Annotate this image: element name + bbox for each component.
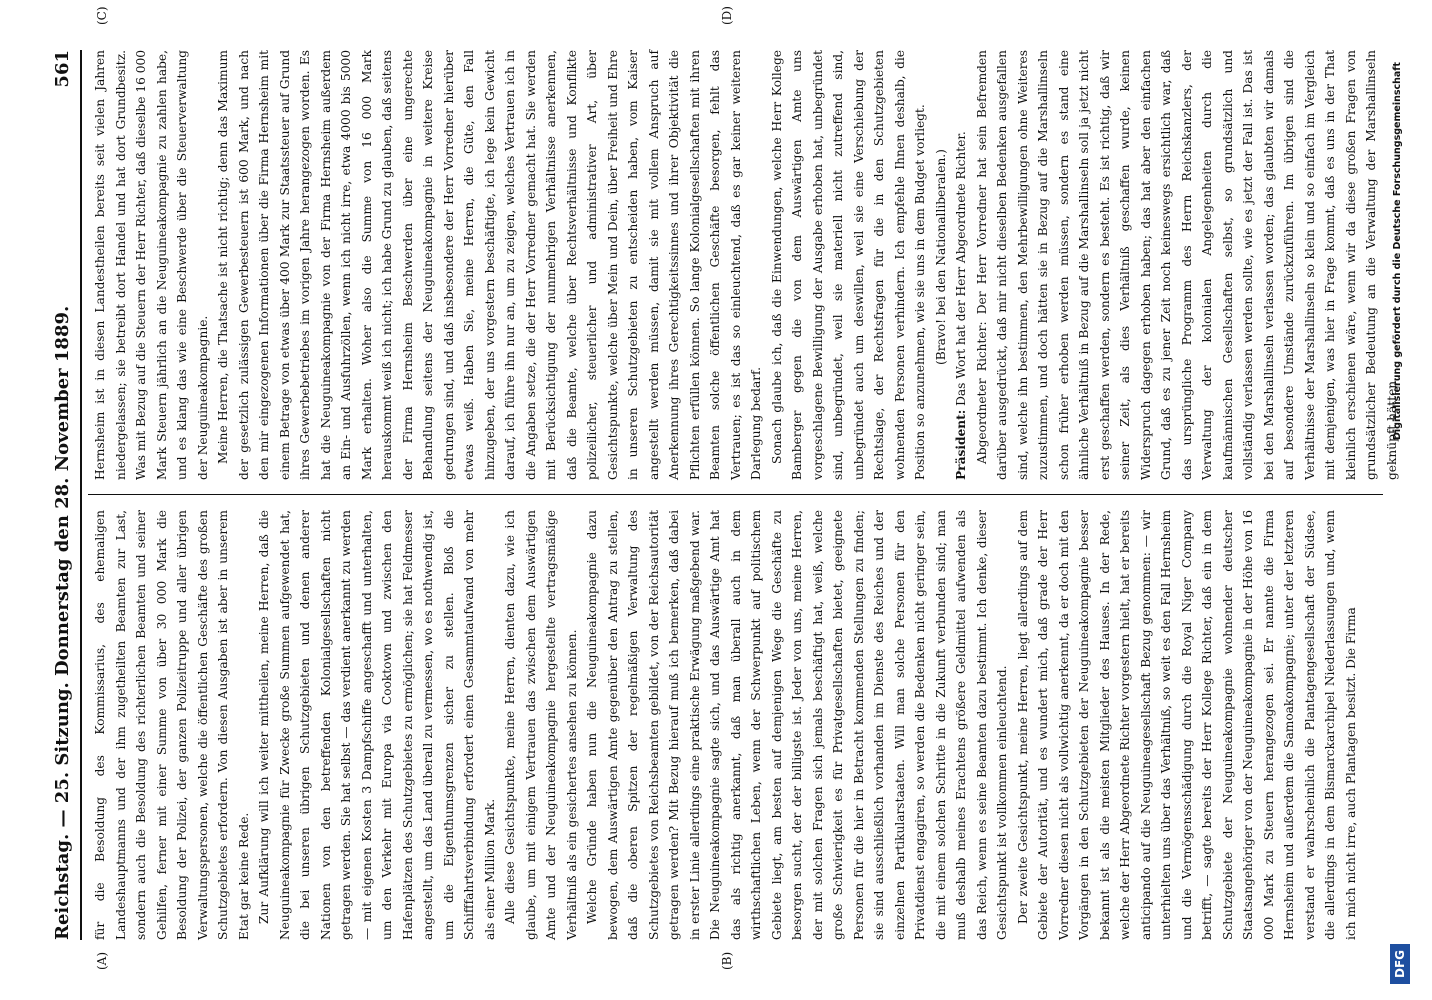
margin-mark-a: (A) [95,951,109,970]
paragraph: Alle diese Gesichtspunkte, meine Herren, dienten dazu, wie ich glaube, um mit einigem Vertrauen das zwischen dem Auswärtigen Amte und der Neuguineakompagnie hergestellte vertragsmäßige Verhältniß als ein gesichertes ansehen zu können. [503,510,579,940]
paragraph: Abgeordneter Richter: Der Herr Vorredner hat sein Befremden darüber ausgedrückt, daß mir nicht dieselben Bedenken ausgefallen sind, welche ihn bestimmen, den Mehrbewilligungen ohne Weiteres zuzustimmen, und doch hätten sie in Bezug auf die Marshallinseln schon früher erhoben werden müssen, sondern es stand eine ähnliche Verhältniß in Bezug auf die Marshallinseln soll ja jetzt nicht erst geschaffen werden, sondern es besteht. Es ist richtig, daß wir seiner Zeit, als dies Verhältniß geschaffen wurde, keinen Widerspruch dagegen erhoben haben; das hat aber den einfachen Grund, daß es zu jener Zeit noch keineswegs ersichtlich war, daß das ursprüngliche Programm des Herrn Reichskanzlers, der Verwaltung der kolonialen Angelegenheiten durch die kaufmännischen Gesellschaften selbst, so grundsätzlich und vollständig verlassen werden sollte, wie es jetzt der Fall ist. Das ist bei den Marshallinseln verlassen worden; das glaubten wir damals auf besondere Umstände zurückzuführen. Im übrigen sind die Verhältnisse der Marshallinseln so klein und so einfach im Vergleich mit demjenigen, was hier in Frage kommt, daß es uns in der That kleinlich erschienen wäre, wenn wir da diese großen Fragen von grundsätzlicher Bedeutung an die Verwaltung der Marshallinseln geknüpft hätten. [974,50,1399,480]
paragraph: Hernsheim ist in diesen Landestheilen bereits seit vielen Jahren niedergelassen; sie betreibt dort Handel und hat dort Grundbesitz. Was mit Bezug auf die Steuern der Herr Richter, daß dieselbe 16 000 Mark Steuern jährlich an die Neuguineakompagnie zu zahlen habe, und es klang das wie eine Beschwerde über die Steuerverwaltung der Neuguineakompagnie. [93,50,210,480]
margin-mark-b: (B) [720,951,734,970]
president-text: Das Wort hat der Herr Abgeordnete Richter. [954,131,968,406]
column-divider [88,494,1383,495]
paragraph: Welche Gründe haben nun die Neuguineakompagnie dazu bewogen, dem Auswärtigen Amte gegenüber den Antrag zu stellen, daß die oberen Spitzen der regelmäßigen Verwaltung des Schutzgebietes von Reichsbeamten gebildet, von der Reichsautorität getragen werden? Mit Bezug hierauf muß ich bemerken, daß dabei in erster Linie allerdings eine praktische Erwägung maßgebend war. Die Neuguineakompagnie sagte sich, und das Auswärtige Amt hat das als richtig anerkannt, daß man überall auch in dem wirthschaftlichen Leben, wenn der Schwerpunkt auf politischem Gebiete liegt, am besten auf demjenigen Wege die Geschäfte zu besorgen sucht, der der billigste ist. Jeder von uns, meine Herren, der mit solchen Fragen sich jemals beschäftigt hat, weiß, welche große Schwierigkeit es für Privatgesellschaften bietet, geeignete Personen für die hier in Betracht kommenden Stellungen zu finden; sie sind ausschließlich vorhanden im Dienste des Reiches und der einzelnen Partikularstaaten. Will man solche Personen für den Privatdienst engagiren, so werden die Bedenken nicht geringer sein, die mit einem solchen Schritte in die Zukunft verbunden sind; man muß deshalb meines Erachtens größere Geldmittel aufwenden als das Reich, wenn es seine Beamten dazu bestimmt. Ich denke, dieser Gesichtspunkt ist vollkommen einleuchtend. [585,510,1009,940]
president-line [951,50,972,480]
paragraph: Sonach glaube ich, daß die Einwendungen, welche Herr Kollege Bamberger gegen die von dem Auswärtigen Amte uns vorgeschlagene Bewilligung der Ausgabe erhoben hat, unbegründet sind, unbegründet, weil sie materiell nicht zutreffend sind, unbegründet auch um deswillen, weil sie eine Verschiebung der Rechtslage, der Rechtsfragen für die in den Schutzgebieten wohnenden Personen verhindern. Ich empfehle Ihnen deshalb, die Position so anzunehmen, wie sie uns in dem Budget vorliegt. [769,50,927,480]
speaker-label: Präsident: [954,409,968,480]
paragraph: Zur Aufklärung will ich weiter mittheilen, meine Herren, daß die Neuguineakompagnie für Zwecke große Summen aufgewendet hat, die bei unseren übrigen Schutzgebieten und denen anderer Nationen von den betreffenden Kolonialgesellschaften nicht getragen werden. Sie hat selbst — das verdient anerkannt zu werden — mit eigenen Kosten 3 Dampfschiffe angeschafft und unterhalten, um den Verkehr mit Europa via Cooktown und zwischen den Hafenplätzen des Schutzgebietes zu ermöglichen; sie hat Feldmesser angestellt, um das Land überall zu vermessen, wo es nothwendig ist, um die Eigenthumsgrenzen sicher zu stellen. Bloß die Schifffahrtsverbindung erfordert einen Gesammtaufwand von mehr als einer Million Mark. [257,510,497,940]
digitization-credit: Digitalisierung gefördert durch die Deutsche Forschungsgemeinschaft [1392,62,1403,440]
margin-mark-c: (C) [95,6,109,25]
left-column [90,510,1380,940]
header-title: Reichstag. — 25. Sitzung. Donnerstag den 28. November 1889. [52,305,73,940]
paragraph: Meine Herren, die Thatsache ist nicht richtig; denn das Maximum der gesetzlich zulässigen Gewerbesteuern ist 600 Mark, und nach den mir eingezogenen Informationen über die Firma Hernsheim mit einem Betrage von etwas über 400 Mark zur Staatssteuer auf Grund ihres Gewerbebetriebes im vorigen Jahre herangezogen worden. Es hat die Neuguineakompagnie von der Firma Hernsheim außerdem an Ein- und Ausfuhrzöllen, wenn ich nicht irre, etwa 4000 bis 5000 Mark erhalten. Woher also die Summe von 16 000 Mark herauskommt weiß ich nicht; ich habe Grund zu glauben, daß seitens der Firma Hernsheim Beschwerden über eine ungerechte Behandlung seitens der Neuguineakompagnie in weitere Kreise gedrungen sind, und daß insbesondere der Herr Vorredner hierüber etwas weiß. Haben Sie, meine Herren, die Güte, den Fall hinzugeben, der uns vorgestern beschäftigte, ich lege kein Gewicht darauf, ich führe ihn nur an, um zu zeigen, welches Vertrauen ich in die Angaben setze, die der Herr Vorredner gemacht hat. Sie werden mit Berücksichtigung der nunmehrigen Verhältnisse anerkennen, daß die Beamte, welche über Rechtsverhältnisse und Konflikte polizeilicher, steuerlicher und administrativer Art, über Gesichtspunkte, welche über Mein und Dein, über Freiheit und Ehre in unseren Schutzgebieten zu entscheiden haben, vom Kaiser angestellt werden müssen, damit sie mit vollem Anspruch auf Anerkennung ihres Gerechtigkeitssinnes und ihrer Objektivität die Pflichten erfüllen können. So lange Kolonialgesellschaften mit ihren Beamten solche öffentlichen Geschäfte besorgen, fehlt das Vertrauen; es ist das so einleuchtend, daß es gar keiner weiteren Darlegung bedarf. [216,50,763,480]
page-number: 561 [52,50,73,88]
paragraph: für die Besoldung des Kommissarius, des ehemaligen Landeshauptmanns und der ihm zugetheilten Beamten zur Last, sondern auch die Besoldung des richterlichen Beamten und seiner Gehilfen, ferner mit einer Summe von über 30 000 Mark die Besoldung der Polizei, der ganzen Polizeitruppe und aller übrigen Verwaltungspersonen, welche die öffentlichen Geschäfte des großen Schutzgebietes erfordern. Von diesen Ausgaben ist aber in unserem Etat gar keine Rede. [93,510,251,940]
margin-mark-d: (D) [720,6,734,25]
header-rule [80,50,82,940]
dfg-logo: DFG [1390,944,1410,984]
paragraph: Der zweite Gesichtspunkt, meine Herren, liegt allerdings auf dem Gebiete der Autorität, und es wundert mich, daß grade der Herr Vorredner diesen nicht als vollwichtig anerkennt, da er doch mit den Vorgängen in den Schutzgebieten der Neuguineakompagnie besser bekannt ist als die meisten Mitglieder des Hauses. In der Rede, welche der Herr Abgeordnete Richter vorgestern hielt, hat er bereits anticipando auf die Neuguineagesellschaft Bezug genommen: — wir unterhielten uns über das Verhältniß, so weit es den Fall Hernsheim und die Vermögensschädigung durch die Royal Niger Company betrifft, — sagte bereits der Herr Kollege Richter, daß ein in dem Schutzgebiete der Neuguineakompagnie wohnender deutscher Staatsangehöriger von der Neuguineakompagnie in der Höhe von 16 000 Mark zu Steuern herangezogen sei. Er nannte die Firma Hernsheim und außerdem die Samoakompagnie; unter der letzteren verstand er wahrscheinlich die Plantagengesellschaft der Südsee, die allerdings in dem Bismarckarchipel Niederlassungen und, wenn ich mich nicht irre, auch Plantagen besitzt. Die Firma [1015,510,1358,940]
page-header [48,50,78,940]
applause-note: (Bravo! bei den Nationalliberalen.) [933,149,948,365]
